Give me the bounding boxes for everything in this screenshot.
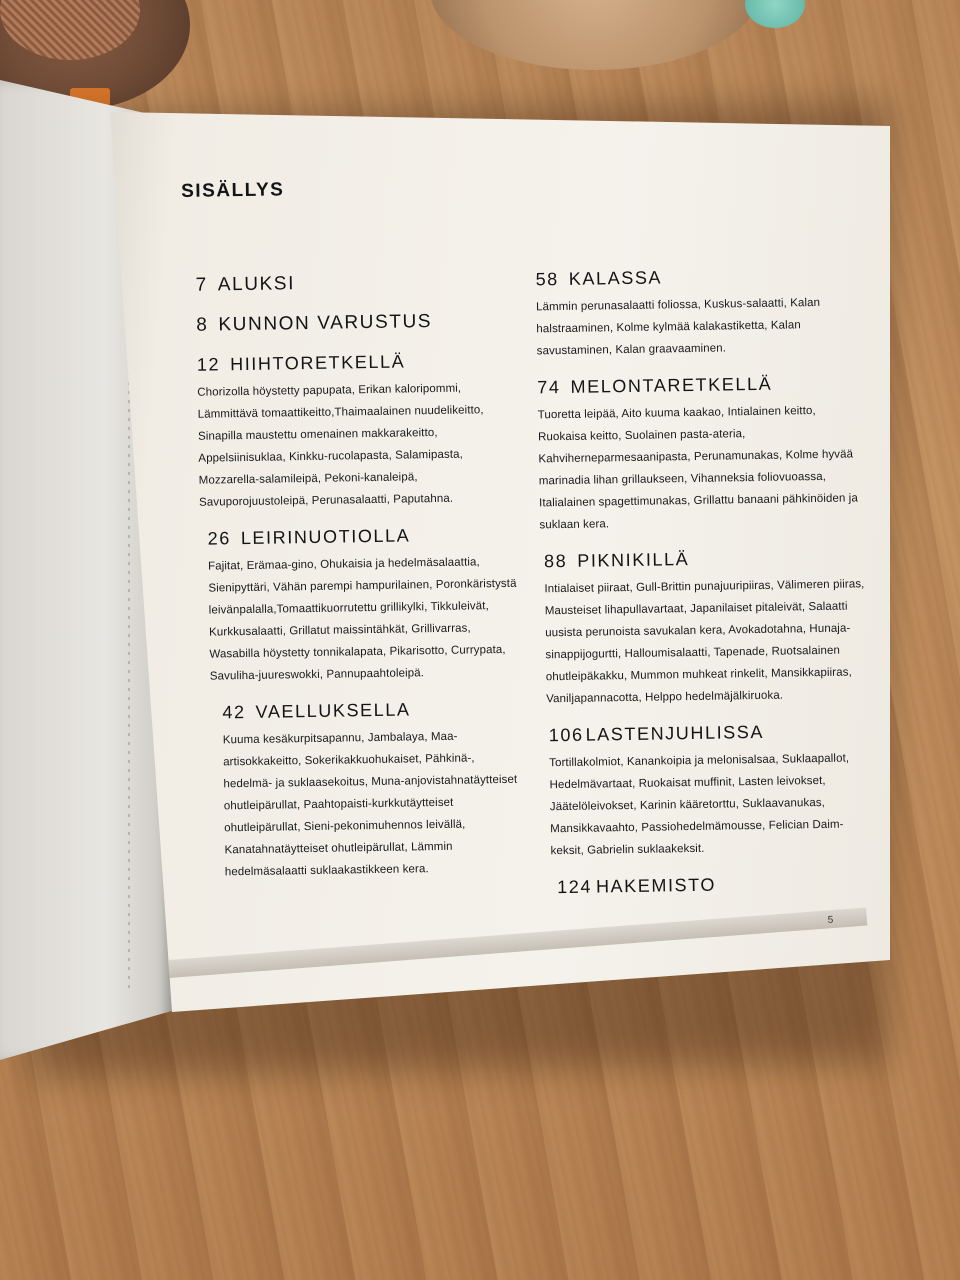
toc-chapter-title: KALASSA (568, 267, 663, 289)
toc-title: SISÄLLYS (181, 179, 285, 202)
toc-heading (195, 270, 515, 297)
toc-entry (197, 350, 519, 514)
toc-chapter-title: ALUKSI (217, 273, 296, 296)
toc-recipe-list: Kuuma kesäkurpitsapannu, Jambalaya, Maa-artisokkakeitto, Sokerikakkuohukaiset, Pähkinä-, hedelmä- ja suklaasekoitus, Muna-anjovistahnatäytteiset ohutleipärullat, Paahtopaisti-kurkkutäytteiset ohutleipärullat, Sieni-pekonimuhennos leivällä, Kanatahnatäytteiset ohutleipärullat, Lämmin hedelmäsalaatti suklaakastikkeen kera. (222, 730, 518, 879)
toc-heading (537, 372, 867, 398)
toc-entry (195, 270, 515, 297)
toc-chapter-title: PIKNIKILLÄ (577, 549, 690, 571)
toc-heading (207, 524, 519, 550)
toc-entry (537, 372, 869, 536)
toc-left-column (195, 270, 525, 899)
toc-recipe-list: Tuoretta leipää, Aito kuuma kaakao, Intialainen keitto, Ruokaisa keitto, Suolainen pasta-ateria, Kahviherneparmesaanipasta, Perunamunakas, Kolme hyvää marinadia lihan grillaukseen, Vihanneksia foliovuoassa, Italialainen spagettimunakas, Grillattu banaani pähkinöiden ja suklaan kera. (537, 405, 858, 532)
toc-heading (222, 698, 522, 724)
toc-page-number: 42 (222, 702, 246, 723)
toc-page-number: 8 (196, 314, 209, 336)
toc-recipe-list: Intialaiset piiraat, Gull-Brittin punajuuripiiras, Välimeren piiras, Mausteiset lihapullavartaat, Japanilaiset pitaleivät, Salaatti uusista perunoista savukalan kera, Avokadotahna, Hunaja-sinappijogurtti, Halloumisalaatti, Tapenade, Ruotsalainen ohutleipäkakku, Mummon muhkeat rinkelit, Mansikkapiiras, Vaniljapannacotta, Helppo hedelmäjälkiruoka. (544, 578, 865, 706)
toc-chapter-title: HIIHTORETKELLÄ (229, 351, 406, 375)
toc-entry (545, 872, 875, 898)
toc-page-number: 7 (195, 274, 208, 296)
toc-page-number: 74 (537, 377, 561, 398)
toc-entry (543, 720, 875, 862)
toc-page-number: 58 (535, 269, 559, 290)
toc-chapter-title: VAELLUKSELLA (255, 699, 411, 722)
toc-heading (196, 310, 516, 337)
toc-chapter-title: MELONTARETKELLÄ (570, 373, 773, 397)
toc-chapter-title: HAKEMISTO (595, 874, 717, 897)
toc-chapter-title: KUNNON VARUSTUS (218, 311, 433, 336)
toc-heading (557, 872, 875, 898)
toc-heading (549, 720, 873, 746)
toc-chapter-title: LEIRINUOTIOLLA (240, 525, 411, 549)
toc-heading (544, 546, 870, 572)
toc-recipe-list: Chorizolla höystetty papupata, Erikan kaloripommi, Lämmittävä tomaattikeitto,Thaimaalainen nuudelikeitto, Sinapilla maustettu omenainen makkarakeitto, Appelsiinisuklaa, Kinkku-rucolapasta, Salamipasta, Mozzarella-salamileipä, Pekoni-kanaleipä, Savuporojuustoleipä, Perunasalaatti, Paputahna. (197, 382, 484, 509)
toc-page-number: 124 (556, 876, 593, 898)
toc-recipe-list: Tortillakolmiot, Kanankoipia ja melonisalsaa, Suklaapallot, Hedelmävartaat, Ruokaisat muffinit, Lasten leivokset, Jäätelöleivokset, Karinin kääretorttu, Suklaavanukas, Mansikkavaahto, Passiohedelmämousse, Felician Daim-keksit, Gabrielin suklaakeksit. (549, 752, 850, 858)
toc-recipe-list: Lämmin perunasalaatti foliossa, Kuskus-salaatti, Kalan halstraaminen, Kolme kylmää kalakastiketta, Kalan savustaminen, Kalan graavaaminen. (535, 296, 821, 358)
toc-entry (535, 264, 866, 362)
toc-heading (535, 264, 865, 290)
toc-recipe-list: Fajitat, Erämaa-gino, Ohukaisia ja hedelmäsalaattia, Sienipyttäri, Vähän parempi hampurilainen, Poronkäristystä leivänpalalla,Tomaattikuorrutettu grillikylki, Tikkuleivät, Kurkkusalaatti, Grillatut maissintähkät, Grillivarras, Wasabilla höystetty tonnikalapata, Pikarisotto, Currypata, Savuliha-juureswokki, Pannupaahtoleipä. (207, 556, 517, 683)
toc-entry (202, 698, 525, 884)
toc-heading (197, 350, 517, 376)
toc-entry (540, 546, 872, 710)
toc-page-number: 88 (543, 550, 568, 572)
toc-page-number: 26 (207, 528, 232, 549)
toc-chapter-title: LASTENJUHLISSA (585, 721, 765, 745)
toc-entry (196, 310, 516, 337)
toc-page-number: 12 (196, 354, 221, 375)
toc-entry (199, 524, 521, 688)
toc-page-number: 106 (548, 724, 584, 746)
page-number: 5 (827, 914, 834, 926)
toc-right-column (535, 264, 875, 913)
